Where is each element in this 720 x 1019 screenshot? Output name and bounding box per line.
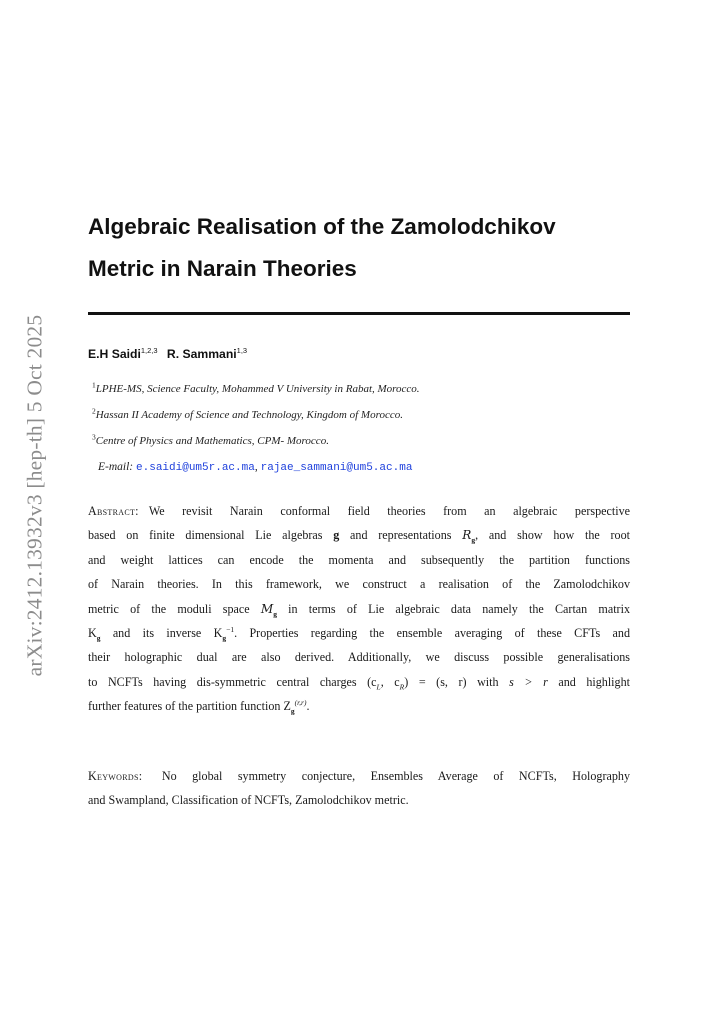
abstract-line: metric of the moduli space $M_g$ in terms of Lie algebraic data namely the Cartan matrix	[88, 601, 630, 619]
email-line: E-mail: e.saidi@um5r.ac.ma, rajae_sammani@um5.ac.ma	[98, 461, 413, 474]
abstract	[88, 499, 630, 719]
keywords	[88, 764, 630, 813]
abstract-line: of Narain theories. In this framework, we construct a realisation of the Zamolodchikov	[88, 577, 630, 592]
email-link-sammani[interactable]: rajae_sammani@um5.ac.ma	[260, 462, 413, 474]
arxiv-identifier-text: arXiv:2412.13932v3 [hep-th] 5 Oct 2025	[22, 314, 47, 676]
paper-title	[88, 206, 648, 290]
paper-title-line-1: Algebraic Realisation of the Zamolodchikov	[88, 214, 556, 239]
title-rule	[88, 312, 630, 315]
paper-title-line-2: Metric in Narain Theories	[88, 256, 357, 281]
keywords-line: Keywords: No global symmetry conjecture, Ensembles Average of NCFTs, Holography	[88, 769, 630, 783]
affiliation-list	[92, 376, 420, 454]
author: R. Sammani$^{1,3}$	[166, 345, 248, 361]
keywords-line: and Swampland, Classification of NCFTs, Zamolodchikov metric.	[88, 793, 409, 808]
email-label: E-mail:	[98, 461, 134, 473]
author-list	[88, 347, 253, 361]
abstract-line: Abstract: We revisit Narain conformal field theories from an algebraic perspective	[88, 504, 630, 518]
abstract-line: their holographic dual are also derived. Additionally, we discuss possible generalisations	[88, 650, 630, 665]
author: E.H Saidi$^{1,2,3}$	[88, 345, 158, 361]
affiliation: $^2$Hassan II Academy of Science and Technology, Kingdom of Morocco.	[92, 406, 403, 421]
abstract-line: based on finite dimensional Lie algebras g and representations $R_g$, and show how the root	[88, 528, 630, 545]
affiliation: $^1$LPHE-MS, Science Faculty, Mohammed V University in Rabat, Morocco.	[92, 380, 420, 395]
arxiv-identifier	[12, 302, 58, 688]
email-link-saidi[interactable]: e.saidi@um5r.ac.ma	[136, 462, 255, 474]
affiliation: $^3$Centre of Physics and Mathematics, CPM- Morocco.	[92, 432, 329, 447]
keywords-heading: Keywords:	[88, 769, 143, 783]
abstract-line: further features of the partition function $Z_g^{(r,r)}$.	[88, 698, 310, 716]
abstract-line: to NCFTs having dis-symmetric central charges ($c_L$, $c_R) = (s$, r) with s > r and highlight	[88, 674, 630, 692]
abstract-line: $K_g$ and its inverse $K_g^{-1}$. Properties regarding the ensemble averaging of these CFTs and	[88, 625, 630, 643]
abstract-line: and weight lattices can encode the momenta and subsequently the partition functions	[88, 552, 630, 567]
abstract-heading: Abstract:	[88, 504, 139, 518]
